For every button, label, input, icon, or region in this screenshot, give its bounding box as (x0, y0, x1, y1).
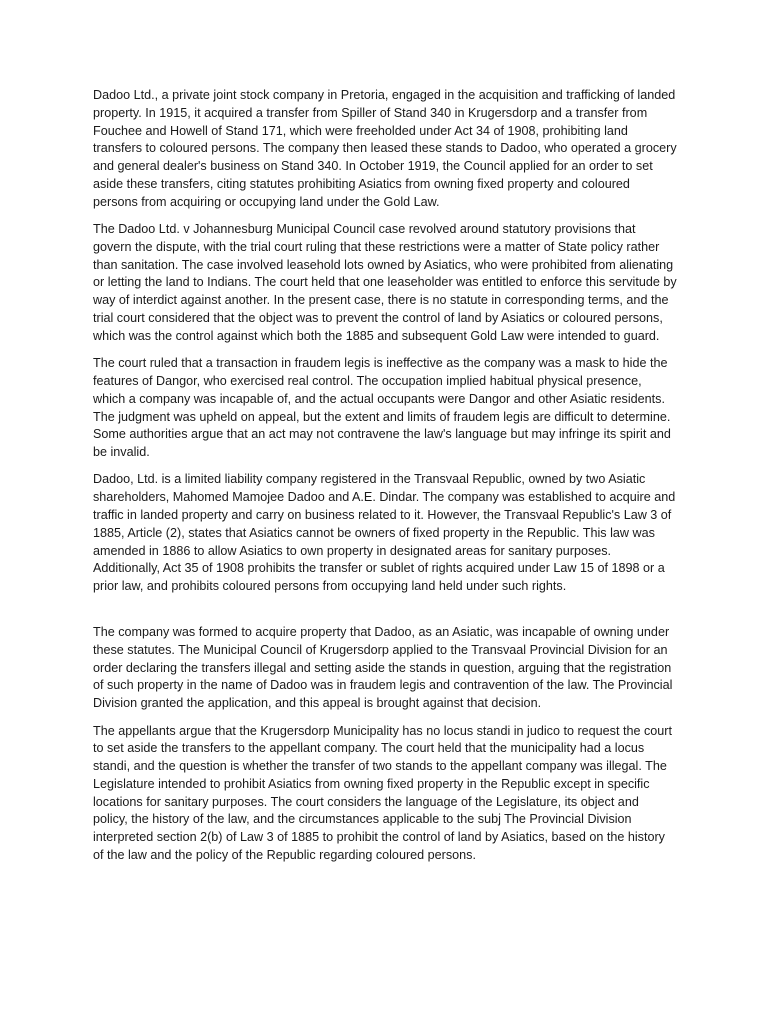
document-body (93, 87, 677, 874)
paragraph-5: The company was formed to acquire property that Dadoo, as an Asiatic, was incapable of owning under these statutes. The Municipal Council of Krugersdorp applied to the Transvaal Provincial Division for an order declaring the transfers illegal and setting aside the stands in question, arguing that the registration of such property in the name of Dadoo was in fraudem legis and contravention of the law. The Provincial Division granted the application, and this appeal is brought against that decision. (93, 625, 673, 711)
paragraph-2: The Dadoo Ltd. v Johannesburg Municipal Council case revolved around statutory provisions that govern the dispute, with the trial court ruling that these restrictions were a matter of State policy rather than sanitation. The case involved leasehold lots owned by Asiatics, who were prohibited from alienating or letting the land to Indians. The court held that one leaseholder was entitled to enforce this servitude by way of interdict against another. In the present case, there is no statute in corresponding terms, and the trial court considered that the object was to prevent the control of land by Asiatics or coloured persons, which was the control against which both the 1885 and subsequent Gold Law were intended to guard. (93, 222, 677, 343)
paragraph-3: The court ruled that a transaction in fraudem legis is ineffective as the company was a mask to hide the features of Dangor, who exercised real control. The occupation implied habitual physical presence, which a company was incapable of, and the actual occupants were Dangor and other Asiatic residents. The judgment was upheld on appeal, but the extent and limits of fraudem legis are difficult to determine. Some authorities argue that an act may not contravene the law's language but may infringe its spirit and be invalid. (93, 356, 671, 460)
paragraph-1: Dadoo Ltd., a private joint stock company in Pretoria, engaged in the acquisition and trafficking of landed property. In 1915, it acquired a transfer from Spiller of Stand 340 in Krugersdorp and a transfer from Fouchee and Howell of Stand 171, which were freeholded under Act 34 of 1908, prohibiting land transfers to coloured persons. The company then leased these stands to Dadoo, who operated a grocery and general dealer's business on Stand 340. In October 1919, the Council applied for an order to set aside these transfers, citing statutes prohibiting Asiatics from owning fixed property and coloured persons from acquiring or occupying land under the Gold Law. (93, 88, 677, 209)
paragraph-4: Dadoo, Ltd. is a limited liability company registered in the Transvaal Republic, owned by two Asiatic shareholders, Mahomed Mamojee Dadoo and A.E. Dindar. The company was established to acquire and traffic in landed property and carry on business related to it. However, the Transvaal Republic's Law 3 of 1885, Article (2), states that Asiatics cannot be owners of fixed property in the Republic. This law was amended in 1886 to allow Asiatics to own property in designated areas for sanitary purposes. Additionally, Act 35 of 1908 prohibits the transfer or sublet of rights acquired under Law 15 of 1898 or a prior law, and prohibits coloured persons from occupying land held under such rights. (93, 472, 676, 594)
paragraph-6: The appellants argue that the Krugersdorp Municipality has no locus standi in judico to request the court to set aside the transfers to the appellant company. The court held that the municipality had a locus standi, and the question is whether the transfer of two stands to the appellant company was illegal. The Legislature intended to prohibit Asiatics from owning fixed property in the Republic except in specific locations for sanitary purposes. The court considers the language of the Legislature, its object and policy, the history of the law, and the circumstances applicable to the subj The Provincial Division interpreted section 2(b) of Law 3 of 1885 to prohibit the control of land by Asiatics, based on the history of the law and the policy of the Republic regarding coloured persons. (93, 723, 672, 863)
